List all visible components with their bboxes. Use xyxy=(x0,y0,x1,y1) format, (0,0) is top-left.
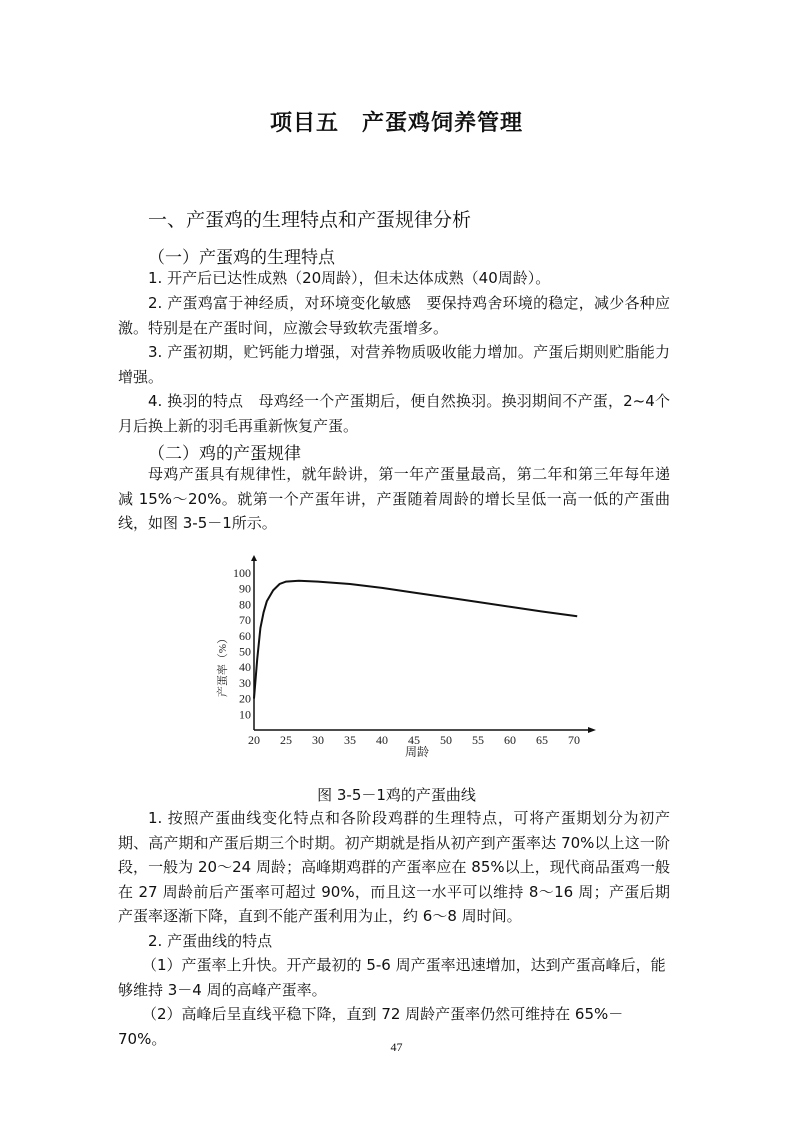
paragraph: （1）产蛋率上升快。开产最初的 5-6 周产蛋率迅速增加，达到产蛋高峰后，能够维持 3－4 周的高峰产蛋率。 xyxy=(118,956,666,999)
x-tick-label: 25 xyxy=(280,733,292,747)
x-axis-label: 周龄 xyxy=(404,745,430,759)
subsection-heading: （一）产蛋鸡的生理特点 xyxy=(148,248,335,268)
y-tick-label: 70 xyxy=(239,613,251,628)
paragraph: 1. 开产后已达性成熟（20周龄），但未达体成熟（40周龄）。 xyxy=(148,269,551,287)
x-tick-label: 40 xyxy=(376,733,388,747)
y-axis-label: 产蛋率（%） xyxy=(217,632,229,698)
y-tick-label: 80 xyxy=(239,597,251,612)
page-title: 项目五 产蛋鸡饲养管理 xyxy=(269,111,523,136)
y-tick-label: 30 xyxy=(239,675,251,690)
paragraph: 1. 按照产蛋曲线变化特点和各阶段鸡群的生理特点，可将产蛋期划分为初产期、高产期和产蛋后期三个时期。初产期就是指从初产到产蛋率达 70%以上这一阶段，一般为 20～24 周龄；高峰期鸡群的产蛋率应在 85%以上，现代商品蛋鸡一般在 27 周龄前后产蛋率可超过 90%，而且这一水平可以维持 8～16 周；产蛋后期产蛋率逐渐下降，直到不能产蛋利用为止，约 6～8 周时间。 xyxy=(118,809,670,925)
y-tick-label: 100 xyxy=(233,566,251,580)
paragraph: 2. 产蛋鸡富于神经质，对环境变化敏感 要保持鸡舍环境的稳定，减少各种应激。特别是在产蛋时间，应激会导致软壳蛋增多。 xyxy=(118,294,670,337)
y-tick-label: 90 xyxy=(239,581,251,596)
x-tick-label: 30 xyxy=(312,733,324,747)
y-tick-label: 20 xyxy=(239,691,251,706)
section-heading: 一、产蛋鸡的生理特点和产蛋规律分析 xyxy=(148,209,472,231)
production-curve xyxy=(254,581,577,699)
y-tick-label: 10 xyxy=(239,707,251,722)
x-tick-label: 60 xyxy=(504,733,516,747)
chart-ticks xyxy=(233,566,580,747)
y-tick-label: 60 xyxy=(239,628,251,643)
x-axis-arrow xyxy=(588,727,596,733)
y-axis-arrow xyxy=(251,555,257,561)
paragraph: 4. 换羽的特点 母鸡经一个产蛋期后，便自然换羽。换羽期间不产蛋，2~4个月后换上新的羽毛再重新恢复产蛋。 xyxy=(118,392,670,435)
page-number: 47 xyxy=(390,1040,403,1054)
egg-production-chart xyxy=(210,555,600,765)
figure-caption: 图 3-5－1鸡的产蛋曲线 xyxy=(317,786,476,804)
x-tick-label: 55 xyxy=(472,733,484,747)
paragraph: 2. 产蛋曲线的特点 xyxy=(148,932,273,950)
subsection-heading: （二）鸡的产蛋规律 xyxy=(148,444,301,464)
x-tick-label: 65 xyxy=(536,733,548,747)
x-tick-label: 35 xyxy=(344,733,356,747)
paragraph: （2）高峰后呈直线平稳下降，直到 72 周龄产蛋率仍然可维持在 65%－70%。 xyxy=(118,1005,624,1048)
x-tick-label: 45 xyxy=(408,733,420,747)
x-tick-label: 20 xyxy=(248,733,260,747)
x-tick-label: 50 xyxy=(440,733,452,747)
y-tick-label: 50 xyxy=(239,644,251,659)
y-tick-label: 40 xyxy=(239,660,251,675)
paragraph: 母鸡产蛋具有规律性，就年龄讲，第一年产蛋量最高，第二年和第三年每年递减 15%～20%。就第一个产蛋年讲，产蛋随着周龄的增长呈低一高一低的产蛋曲线，如图 3-5－1所示。 xyxy=(118,465,670,532)
x-tick-label: 70 xyxy=(568,733,580,747)
paragraph: 3. 产蛋初期，贮钙能力增强，对营养物质吸收能力增加。产蛋后期则贮脂能力增强。 xyxy=(118,343,670,386)
